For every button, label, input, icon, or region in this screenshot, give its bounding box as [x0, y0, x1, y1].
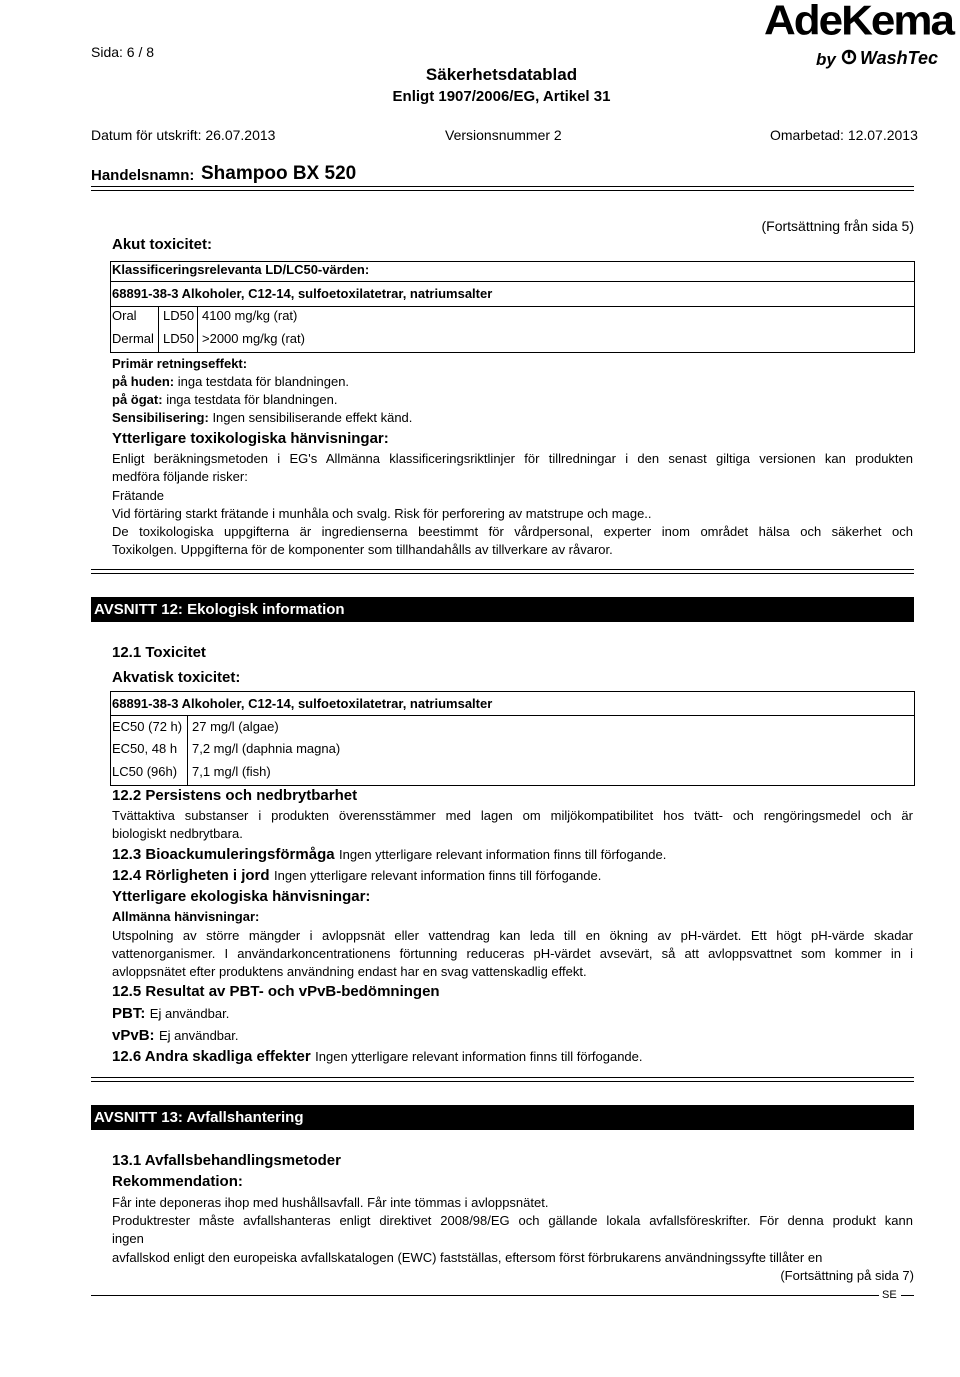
further-tox-text: medföra följande risker: — [112, 469, 248, 484]
document-regulation: Enligt 1907/2006/EG, Artikel 31 — [392, 88, 611, 105]
company-logo — [762, 0, 958, 75]
document-title: Säkerhetsdatablad — [425, 65, 578, 84]
persistence-text: Tvättaktiva substanser i produkten överensstämmer med lagen om miljökompatibilitet hos tvätt- och rengöringsmedel och är — [112, 808, 913, 823]
print-date: Datum för utskrift: 26.07.2013 — [91, 127, 276, 143]
acute-row-type: LD50 — [163, 308, 195, 323]
aquatic-row-value: 7,2 mg/l (daphnia magna) — [192, 741, 341, 756]
disposal-text: Produktrester måste avfallshanteras enligt direktivet 2008/98/EG och gällande lokala avfallsföreskrifter. För denna produkt kann — [112, 1213, 913, 1228]
sensitisation: Sensibilisering: Ingen sensibiliserande effekt känd. — [112, 410, 413, 425]
general-notes-text: vattenorganismer. I användarkoncentrationens förtunning reduceras pH-värdet avsevärt, så att avloppsvattnet som kommer in i — [112, 946, 913, 961]
page-number: Sida: 6 / 8 — [91, 44, 155, 60]
aquatic-row-type: LC50 (96h) — [112, 764, 178, 779]
acute-row-route: Dermal — [112, 331, 154, 346]
aquatic-substance: 68891-38-3 Alkoholer, C12-14, sulfoetoxilatetrar, natriumsalter — [112, 696, 493, 711]
section-divider-2 — [91, 573, 914, 574]
header-divider-2 — [91, 190, 914, 191]
skin-effect: på huden: inga testdata för blandningen. — [112, 374, 350, 389]
further-tox-text: Toxikolgen. Uppgifterna för de komponenter som tillhandahålls av tillverkare av råvaror. — [112, 542, 613, 557]
primary-irritation-label: Primär retningseffekt: — [112, 356, 248, 371]
section-13-header: AVSNITT 13: Avfallshantering — [91, 1105, 914, 1130]
aquatic-row-value: 7,1 mg/l (fish) — [192, 764, 271, 779]
further-tox-text: Enligt beräkningsmetoden i EG's Allmänna klassificeringsriktlinjer för tillredningar i den senast giltiga versionen kan produkten — [112, 451, 913, 466]
continued-to: (Fortsättning på sida 7) — [780, 1268, 914, 1283]
further-tox-text: Vid förtäring starkt frätande i munhåla och svalg. Risk för perforering av matstrupe och mage.. — [112, 506, 652, 521]
footer-divider-left — [91, 1295, 879, 1296]
aquatic-row-value: 27 mg/l (algae) — [192, 719, 279, 734]
aquatic-row-type: EC50 (72 h) — [112, 719, 183, 734]
pbt-result: PBT: Ej användbar. — [112, 1005, 230, 1022]
section-12-6: 12.6 Andra skadliga effekter Ingen ytterligare relevant information finns till förfogande. — [112, 1048, 643, 1065]
revision-date: Omarbetad: 12.07.2013 — [770, 127, 918, 143]
trade-name: Shampoo BX 520 — [201, 163, 357, 184]
section-12-3: 12.3 Bioackumuleringsförmåga Ingen ytterligare relevant information finns till förfogande. — [112, 846, 667, 863]
disposal-text: avfallskod enligt den europeiska avfallskatalogen (EWC) fastställas, eftersom först förbrukarens användningssyfte tillåter en — [112, 1250, 823, 1265]
aquatic-toxicity-title: Akvatisk toxicitet: — [112, 669, 241, 686]
further-tox-text: Frätande — [112, 488, 165, 503]
washtec-emblem-icon — [841, 49, 857, 65]
general-notes-label: Allmänna hänvisningar: — [112, 909, 260, 924]
version-number: Versionsnummer 2 — [445, 127, 562, 143]
logo-sub-text: WashTec — [860, 48, 939, 68]
logo-main-text: AdeKema — [764, 0, 953, 44]
acute-toxicity-title: Akut toxicitet: — [112, 236, 213, 253]
further-tox-title: Ytterligare toxikologiska hänvisningar: — [112, 430, 389, 447]
section-divider — [91, 1077, 914, 1078]
general-notes-text: avloppsnätet efter produktens användning endast har en svag vattenskadlig effekt. — [112, 964, 587, 979]
section-divider — [91, 569, 914, 570]
vpvb-result: vPvB: Ej användbar. — [112, 1027, 239, 1044]
language-code: SE — [882, 1289, 897, 1301]
acute-row-value: 4100 mg/kg (rat) — [202, 308, 298, 323]
ld-values-label: Klassificeringsrelevanta LD/LC50-värden: — [112, 262, 370, 277]
section-12-4: 12.4 Rörligheten i jord Ingen ytterligare relevant information finns till förfogande. — [112, 867, 602, 884]
aquatic-row-type: EC50, 48 h — [112, 741, 178, 756]
header-divider — [91, 186, 914, 187]
acute-row-value: >2000 mg/kg (rat) — [202, 331, 305, 346]
logo-by-text: by — [816, 50, 836, 69]
continued-from: (Fortsättning från sida 5) — [761, 218, 914, 234]
recommendation-label: Rekommendation: — [112, 1173, 243, 1190]
trade-name-label: Handelsnamn: — [91, 167, 195, 184]
acute-row-type: LD50 — [163, 331, 195, 346]
persistence-text: biologiskt nedbrytbara. — [112, 826, 243, 841]
acute-row-route: Oral — [112, 308, 137, 323]
general-notes-text: Utspolning av större mängder i avloppsnät eller vattendrag kan leda till en ökning av pH-värdet. Ett högt pH-värde skadar — [112, 928, 913, 943]
eye-effect: på ögat: inga testdata för blandningen. — [112, 392, 338, 407]
further-tox-text: De toxikologiska uppgifterna är ingredienserna beestimmt för vårdpersonal, experter inom området hälsa och säkerhet och — [112, 524, 913, 539]
section-12-1-title: 12.1 Toxicitet — [112, 644, 206, 661]
section-divider-2 — [91, 1081, 914, 1082]
disposal-text: ingen — [112, 1231, 144, 1246]
footer-divider-right — [901, 1295, 914, 1296]
acute-substance: 68891-38-3 Alkoholer, C12-14, sulfoetoxilatetrar, natriumsalter — [112, 286, 493, 301]
section-12-2-title: 12.2 Persistens och nedbrytbarhet — [112, 787, 358, 804]
disposal-text: Får inte deponeras ihop med hushållsavfall. Får inte tömmas i avloppsnätet. — [112, 1195, 549, 1210]
section-12-header: AVSNITT 12: Ekologisk information — [91, 597, 914, 622]
section-12-5-title: 12.5 Resultat av PBT- och vPvB-bedömningen — [112, 983, 440, 1000]
section-13-1-title: 13.1 Avfallsbehandlingsmetoder — [112, 1152, 341, 1169]
eco-further-title: Ytterligare ekologiska hänvisningar: — [112, 888, 371, 905]
